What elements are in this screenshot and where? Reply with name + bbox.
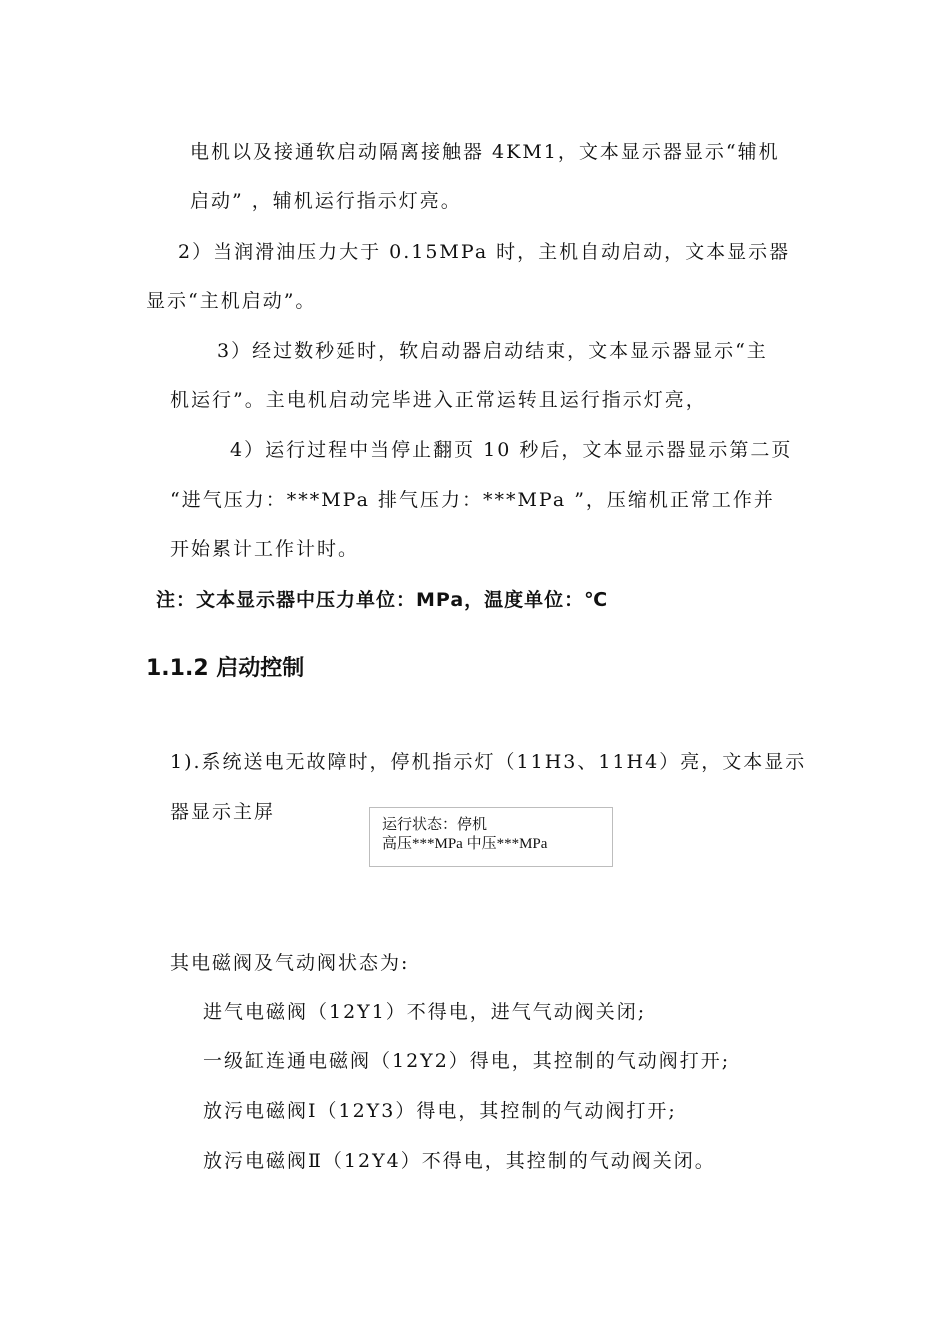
unit-note: 注：文本显示器中压力单位：MPa，温度单位：℃ (156, 589, 609, 611)
paragraph-line: 2）当润滑油压力大于 0.15MPa 时，主机自动启动，文本显示器 (178, 241, 791, 263)
valve-item: 放污电磁阀Ⅱ（12Y4）不得电，其控制的气动阀关闭。 (203, 1150, 716, 1172)
display-pressure-line: 高压***MPa 中压***MPa (382, 836, 548, 852)
paragraph-line: 机运行”。主电机启动完毕进入正常运转且运行指示灯亮， (170, 389, 707, 411)
paragraph-line: 3）经过数秒延时，软启动器启动结束，文本显示器显示“主 (217, 340, 768, 362)
valve-item: 一级缸连通电磁阀（12Y2）得电，其控制的气动阀打开; (203, 1050, 731, 1072)
valve-item: 放污电磁阀Ⅰ（12Y3）得电，其控制的气动阀打开; (203, 1100, 677, 1122)
paragraph-line: 电机以及接通软启动隔离接触器 4KM1，文本显示器显示“辅机 (190, 141, 780, 163)
display-status-line: 运行状态：停机 (382, 817, 488, 833)
text-display-screen (369, 807, 613, 867)
paragraph-line: 显示“主机启动”。 (146, 290, 317, 312)
paragraph-line: 4）运行过程中当停止翻页 10 秒后，文本显示器显示第二页 (230, 439, 793, 461)
paragraph-line: 开始累计工作计时。 (170, 538, 360, 560)
paragraph-line: 器显示主屏 (170, 801, 276, 823)
paragraph-line: 启动” ，辅机运行指示灯亮。 (190, 190, 462, 212)
valve-item: 进气电磁阀（12Y1）不得电，进气气动阀关闭; (203, 1001, 647, 1023)
section-heading: 1.1.2 启动控制 (146, 656, 305, 681)
valve-intro: 其电磁阀及气动阀状态为: (170, 952, 410, 974)
paragraph-line: 1).系统送电无故障时，停机指示灯（11H3、11H4）亮，文本显示 (170, 751, 807, 773)
paragraph-line: “进气压力：***MPa 排气压力：***MPa ”，压缩机正常工作并 (170, 489, 775, 511)
